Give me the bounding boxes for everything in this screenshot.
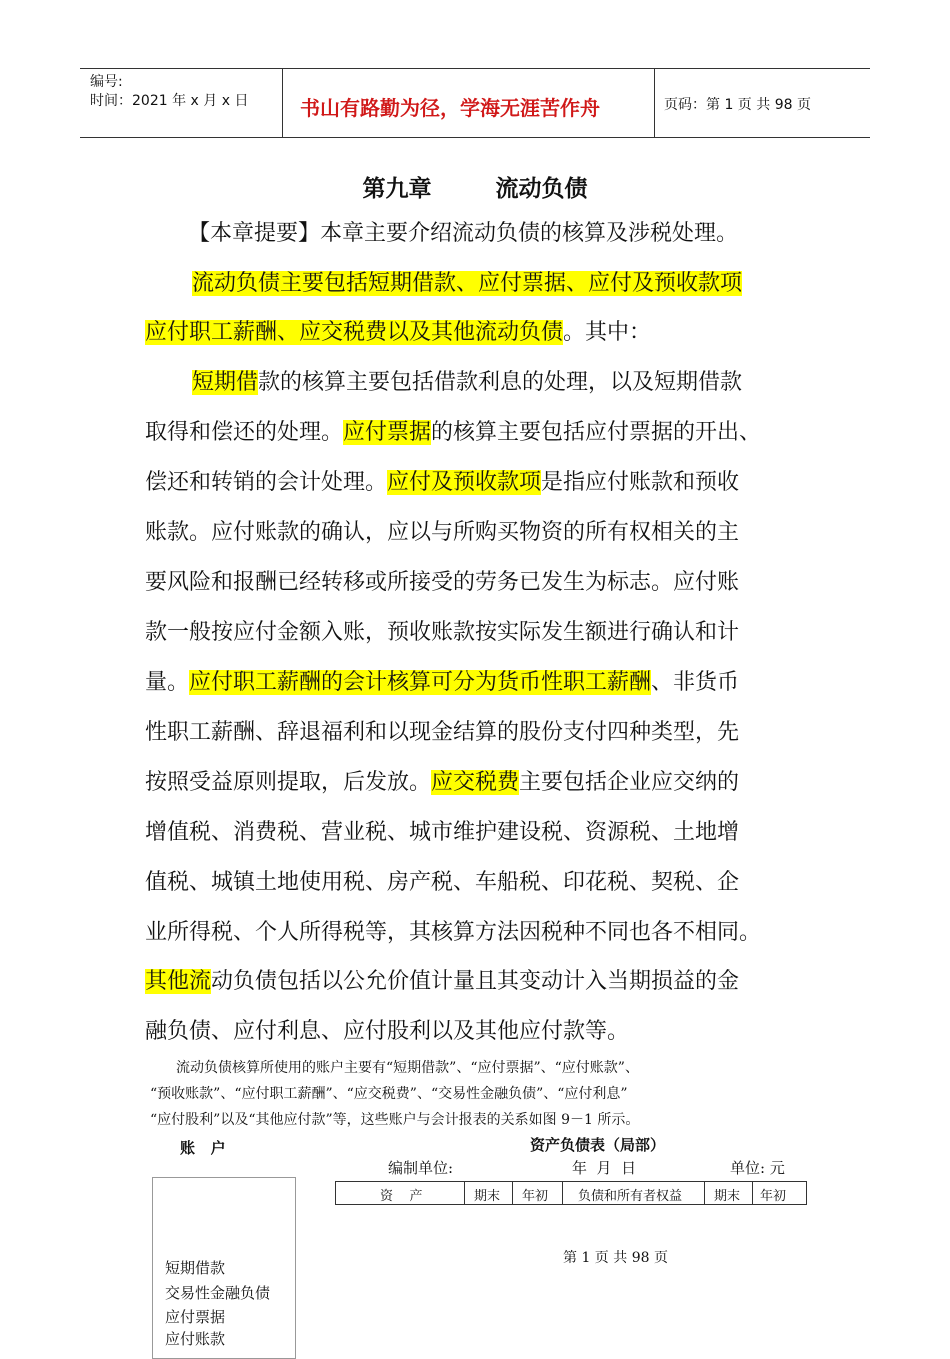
header-divider	[654, 69, 655, 137]
account-item: 应付票据	[165, 1308, 226, 1326]
body-line: 增值税、消费税、营业税、城市维护建设税、资源税、土地增	[145, 820, 740, 845]
body-line: 流动负债主要包括短期借款、应付票据、应付及预收款项	[192, 271, 743, 296]
body-line: 账款。应付账款的确认，应以与所购买物资的所有权相关的主	[145, 520, 740, 545]
body-line: 其他流动负债包括以公允价值计量且其变动计入当期损益的金	[145, 969, 740, 994]
column-header: 期末	[474, 1189, 501, 1204]
account-item: 交易性金融负债	[165, 1284, 271, 1302]
column-divider	[562, 1182, 563, 1204]
column-header: 年初	[522, 1189, 549, 1204]
body-line: 应付职工薪酬、应交税费以及其他流动负债。其中：	[145, 320, 652, 345]
note-line: “应付股利”以及“其他应付款”等，这些账户与会计报表的关系如图 9－1 所示。	[150, 1112, 640, 1128]
body-line: 偿还和转销的会计处理。应付及预收款项是指应付账款和预收	[145, 470, 740, 495]
column-header: 负债和所有者权益	[578, 1189, 683, 1204]
time-label: 时间：2021 年 x 月 x 日	[90, 93, 249, 109]
column-header: 期末	[714, 1189, 741, 1204]
body-line: 按照受益原则提取，后发放。应交税费主要包括企业应交纳的	[145, 770, 740, 795]
body-line: 性职工薪酬、辞退福利和以现金结算的股份支付四种类型，先	[145, 720, 740, 745]
body-line: 取得和偿还的处理。应付票据的核算主要包括应付票据的开出、	[145, 420, 762, 445]
account-item: 短期借款	[165, 1259, 226, 1277]
body-line: 短期借款的核算主要包括借款利息的处理，以及短期借款	[192, 370, 743, 395]
column-divider	[704, 1182, 705, 1204]
body-line: 业所得税、个人所得税等，其核算方法因税种不同也各不相同。	[145, 920, 762, 945]
column-divider	[512, 1182, 513, 1204]
body-line: 款一般按应付金额入账，预收账款按实际发生额进行确认和计	[145, 620, 740, 645]
chapter-summary: 【本章提要】本章主要介绍流动负债的核算及涉税处理。	[188, 221, 739, 246]
page-number: 页码：第 1 页 共 98 页	[664, 97, 811, 113]
currency-unit: 单位: 元	[730, 1159, 785, 1177]
header-divider	[282, 69, 283, 137]
body-line: 要风险和报酬已经转移或所接受的劳务已发生为标志。应付账	[145, 570, 740, 595]
column-divider	[464, 1182, 465, 1204]
balance-sheet-title: 资产负债表（局部）	[530, 1136, 666, 1154]
note-line: 流动负债核算所使用的账户主要有“短期借款”、“应付票据”、“应付账款”、	[176, 1060, 639, 1076]
account-item: 应付账款	[165, 1330, 226, 1348]
footer-page-number: 第 1 页 共 98 页	[563, 1250, 668, 1266]
body-line: 融负债、应付利息、应付股利以及其他应付款等。	[145, 1019, 630, 1044]
body-line: 量。应付职工薪酬的会计核算可分为货币性职工薪酬、非货币	[145, 670, 740, 695]
column-header: 年初	[760, 1189, 787, 1204]
body-line: 值税、城镇土地使用税、房产税、车船税、印花税、契税、企	[145, 870, 740, 895]
note-line: “预收账款”、“应付职工薪酬”、“应交税费”、“交易性金融负债”、“应付利息”	[150, 1086, 628, 1102]
motto: 书山有路勤为径，学海无涯苦作舟	[300, 96, 600, 120]
column-header: 资 产	[380, 1189, 423, 1204]
report-date: 年 月 日	[572, 1159, 637, 1177]
accounts-label: 账 户	[180, 1139, 226, 1157]
chapter-title: 第九章 流动负债	[362, 176, 588, 202]
column-divider	[752, 1182, 753, 1204]
number-label: 编号:	[90, 74, 123, 90]
preparer-unit-label: 编制单位:	[388, 1159, 454, 1177]
balance-sheet-header	[335, 1181, 807, 1205]
